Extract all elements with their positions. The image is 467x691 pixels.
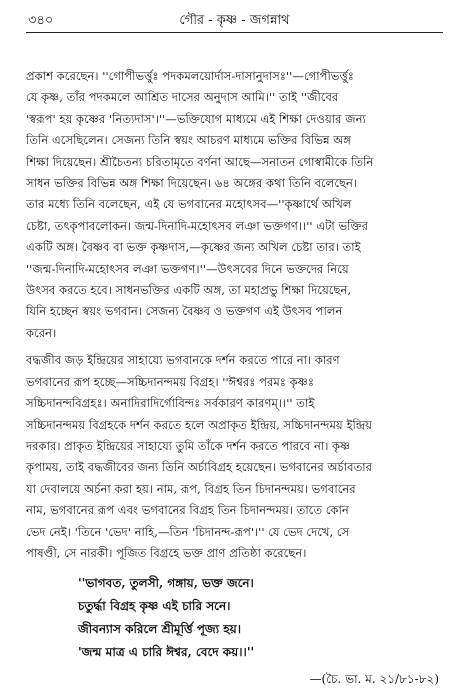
text-line: কৃপাময়, তাই বদ্ধজীবের জন্য তিনি অর্চাবিগ্রহ হয়েছেন। ভগবানের অর্চাবতার [26,460,373,475]
text-line: নাম, ভগবানের রূপ এবং ভগবানের বিগ্রহ তিন চিদানন্দময়। তাতে কোন [26,503,349,518]
text-line: সচ্চিদানন্দময় বিগ্রহকে দর্শন করতে হলে অপ্রাকৃত ইন্দ্রিয়, সচ্চিদানন্দময় ইন্দ্রিয় [26,417,373,432]
text-line: উৎসব করতে হবে। সাধনভক্তির একটি অঙ্গ, তা মহাপ্রভু শিক্ষা দিয়েছেন, [26,283,352,298]
text-line: 'স্বরূপ' হয় কৃষ্ণের 'নিত্যদাস'।''—ভক্তিযোগ মাধ্যমে এই শিক্ষা দেওয়ার জন্য [26,111,366,126]
text-line: বদ্ধজীব জড় ইন্দ্রিয়ের সাহায্যে ভগবানকে দর্শন করতে পারে না। কারণ [26,353,340,368]
text-line: তার মধ্যে তিনি বলেছেন, এই যে ভগবানের মহোৎসব—''কৃষ্ণার্থে অখিল [26,197,352,212]
text-line: সচ্চিদানন্দবিগ্রহঃ। অনাদিরাদির্গোবিন্দঃ সর্বকারণ কারণম্।।'' তাই [26,396,315,411]
verse-block [78,572,443,664]
verse-line: 'জন্ম মাত্র এ চারি ঈশ্বর, বেদে কয়।।'' [78,645,255,660]
running-title: গৌর - কৃষ্ণ - জগন্নাথ [179,13,290,28]
verse-line: চতুর্দ্ধা বিগ্রহ কৃষ্ণ এই চারি সনে। [78,599,231,614]
text-line: তিনি এসেছিলেন। সেজন্য তিনি স্বয়ং আচরণ মাধ্যমে ভক্তির বিভিন্ন অঙ্গ [26,133,352,148]
text-line: ''জন্ম-দিনাদি-মহোৎসব লঞা ভক্তগণ।''—উৎসবের দিনে ভক্তদের নিয়ে [26,261,349,276]
text-line: চেষ্টা, তৎকৃপাবলোকন। জন্ম-দিনাদি-মহোৎসব লঞা ভক্তগণ।।'' এটা ভক্তির [26,218,369,233]
text-line: পাষণ্ডী, সে নারকী। পূজিত বিগ্রহে ভক্ত প্রাণ প্রতিষ্ঠা করেছেন। [26,545,307,560]
text-line: ভগবানের রূপ হচ্ছে—সচ্চিদানন্দময় বিগ্রহ। ''ঈশ্বরঃ পরমঃ কৃষ্ণঃ [26,374,315,389]
body-text [26,66,443,690]
paragraph-1 [26,66,443,344]
text-line: শিক্ষা দিয়েছেন। শ্রীচৈতন্য চরিতামৃতে বর্ণনা আছে—সনাতন গোস্বামীকে তিনি [26,154,374,169]
page-header [26,8,443,30]
verse-citation: —(চৈ. ভা. ম. ২১/৮১-৮২) [309,672,439,687]
text-line: একটি অঙ্গ। বৈষ্ণব বা ভক্ত কৃষ্ণদাস,—কৃষ্ণের জন্য অখিল চেষ্টা তার। তাই [26,240,361,255]
verse-line: জীবন্যাস করিলে শ্রীমূর্ত্তি পূজ্য হয়। [78,622,241,637]
text-line: যিনি হচ্ছেন স্বয়ং ভগবান। সেজন্য বৈষ্ণব ও ভক্তগণ এই উৎসব পালন [26,304,343,319]
text-line: করেন। [26,325,57,340]
text-line: দরকার। প্রাকৃত ইন্দ্রিয়ের সাহায্যে তুমি তাঁকে দর্শন করতে পারবে না। কৃষ্ণ [26,438,351,453]
header-rule [26,32,443,33]
page-number: ৩৪০ [28,13,54,28]
text-line: যা দেবালয়ে অর্চনা করা হয়। নাম, রূপ, বিগ্রহ তিন চিদানন্দময়। ভগবানের [26,481,356,496]
verse-line: ''ভাগবত, তুলসী, গঙ্গায়, ভক্ত জনে। [78,576,254,591]
text-line: প্রকাশ করেছেন। ''গোপীভর্ত্তুঃ পদকমলয়োর্দাস-দাসানুদাসঃ''—গোপীভর্ত্তুঃ [26,69,354,83]
text-line: যে কৃষ্ণ, তাঁর পদকমলে আশ্রিত দাসের অনুদাস আমি।'' তাই ''জীবের [26,90,339,105]
text-line: সাধন ভক্তির বিভিন্ন অঙ্গ শিক্ষা দিয়েছেন। ৬৪ অঙ্গের কথা তিনি বলেছেন। [26,176,358,191]
paragraph-2 [26,350,443,564]
text-line: ভেদ নেই। 'তিনে 'ভেদ' নাহি,—তিন 'চিদানন্দ-রূপ'।'' যে ভেদ দেখে, সে [26,524,350,539]
